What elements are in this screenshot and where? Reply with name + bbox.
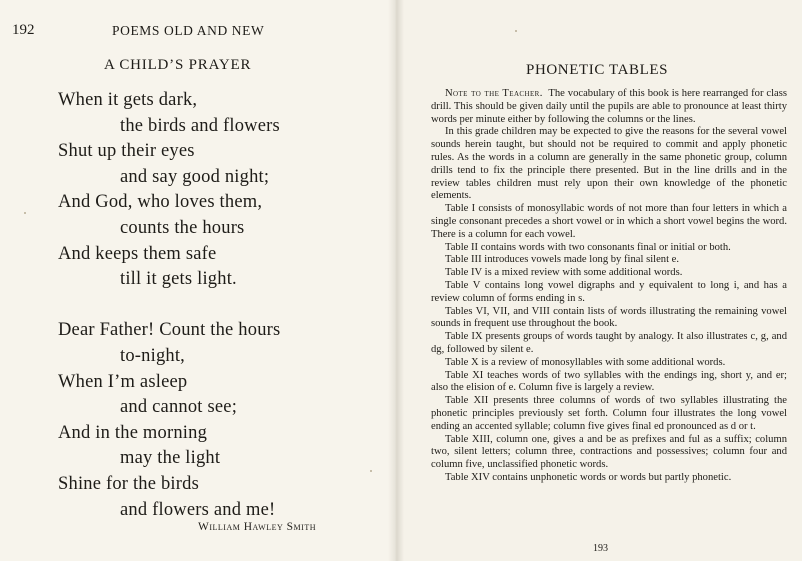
poem-line: to-night, — [120, 345, 186, 366]
poem-line: and flowers and me! — [120, 499, 276, 520]
note-paragraph: Table X is a review of monosyllables with some additional words. — [445, 356, 726, 368]
note-paragraph: Table XII presents three columns of words of two syllables illustrating the phonetic principles previously set forth. Column four illustrates the long vowel ending an accented syllable; column five gives final ed pronounced as d or t. — [431, 395, 787, 432]
paper-speck — [515, 30, 517, 32]
note-paragraph: Tables VI, VII, and VIII contain lists of words illustrating the remaining vowel sounds in frequent use throughout the book. — [431, 305, 787, 330]
poem-line: Dear Father! Count the hours — [58, 320, 281, 341]
left-page-number: 192 — [12, 22, 35, 38]
poem-line: the birds and flowers — [120, 115, 280, 136]
poem-line: may the light — [120, 448, 221, 469]
note-paragraph: Table XIII, column one, gives a and be as prefixes and ful as a suffix; column two, silent letters; column three, contractions and possessives; column four and column five, unclassified phonetic words. — [431, 433, 787, 471]
poem-line: counts the hours — [120, 217, 245, 238]
poem-line: When it gets dark, — [58, 90, 198, 110]
note-paragraph: Table I consists of monosyllabic words of not more than four letters in which a single consonant precedes a short vowel or in which a short vowel begins the word. There is a column for each vowel. — [431, 203, 787, 240]
book-gutter — [388, 0, 404, 561]
note-paragraph: Table II contains words with two consonants final or initial or both. — [445, 241, 731, 253]
notes-body — [431, 88, 787, 485]
poem-line: When I’m asleep — [58, 371, 188, 392]
note-paragraph: Table XIV contains unphonetic words or words but partly phonetic. — [445, 471, 732, 483]
right-page-number: 193 — [593, 543, 608, 554]
stanza-break — [58, 293, 280, 319]
note-paragraph: Table V contains long vowel digraphs and y equivalent to long i, and has a review column of forms ending in s. — [431, 279, 787, 304]
paper-speck — [370, 470, 372, 472]
poem-line: And keeps them safe — [58, 243, 217, 264]
poem-line: and say good night; — [120, 166, 270, 187]
poem — [58, 88, 280, 523]
note-paragraph: Table IV is a mixed review with some additional words. — [445, 267, 683, 279]
poem-line: And God, who loves them, — [58, 192, 263, 213]
note-label: Note to the Teacher. — [445, 88, 543, 99]
note-paragraph: In this grade children may be expected to give the reasons for the several vowel sounds herein taught, but should not be required to commit and apply phonetic rules. As the words in a column are generally in the same phonetic group, column drills tend to fix the principle there presented. But in the line drills and in the review tables children must rely upon their own knowledge of the phonetic elements. — [431, 126, 787, 202]
poem-line: till it gets light. — [120, 269, 237, 290]
note-paragraph: Table IX presents groups of words taught by analogy. It also illustrates c, g, and dg, followed by silent e. — [431, 331, 787, 355]
right-page — [395, 0, 802, 561]
paper-speck — [24, 212, 26, 214]
poem-line: And in the morning — [58, 422, 208, 443]
running-head: POEMS OLD AND NEW — [112, 23, 265, 38]
poem-line: and cannot see; — [120, 397, 238, 418]
note-paragraph: Note to the Teacher. The vocabulary of this book is here rearranged for class drill. This should be given daily until the pupils are able to pronounce at least thirty words per minute either by following the columns or the lines. — [431, 88, 787, 125]
poem-author: William Hawley Smith — [198, 521, 316, 533]
poem-title: A CHILD’S PRAYER — [104, 57, 252, 73]
poem-line: Shine for the birds — [58, 473, 199, 494]
left-page — [0, 0, 395, 561]
note-paragraph: Table III introduces vowels made long by final silent e. — [445, 254, 680, 266]
poem-line: Shut up their eyes — [58, 141, 195, 162]
section-title: PHONETIC TABLES — [526, 62, 669, 78]
note-paragraph: Table XI teaches words of two syllables with the endings ing, short y, and er; also the elision of e. Column five is largely a review. — [431, 369, 787, 394]
